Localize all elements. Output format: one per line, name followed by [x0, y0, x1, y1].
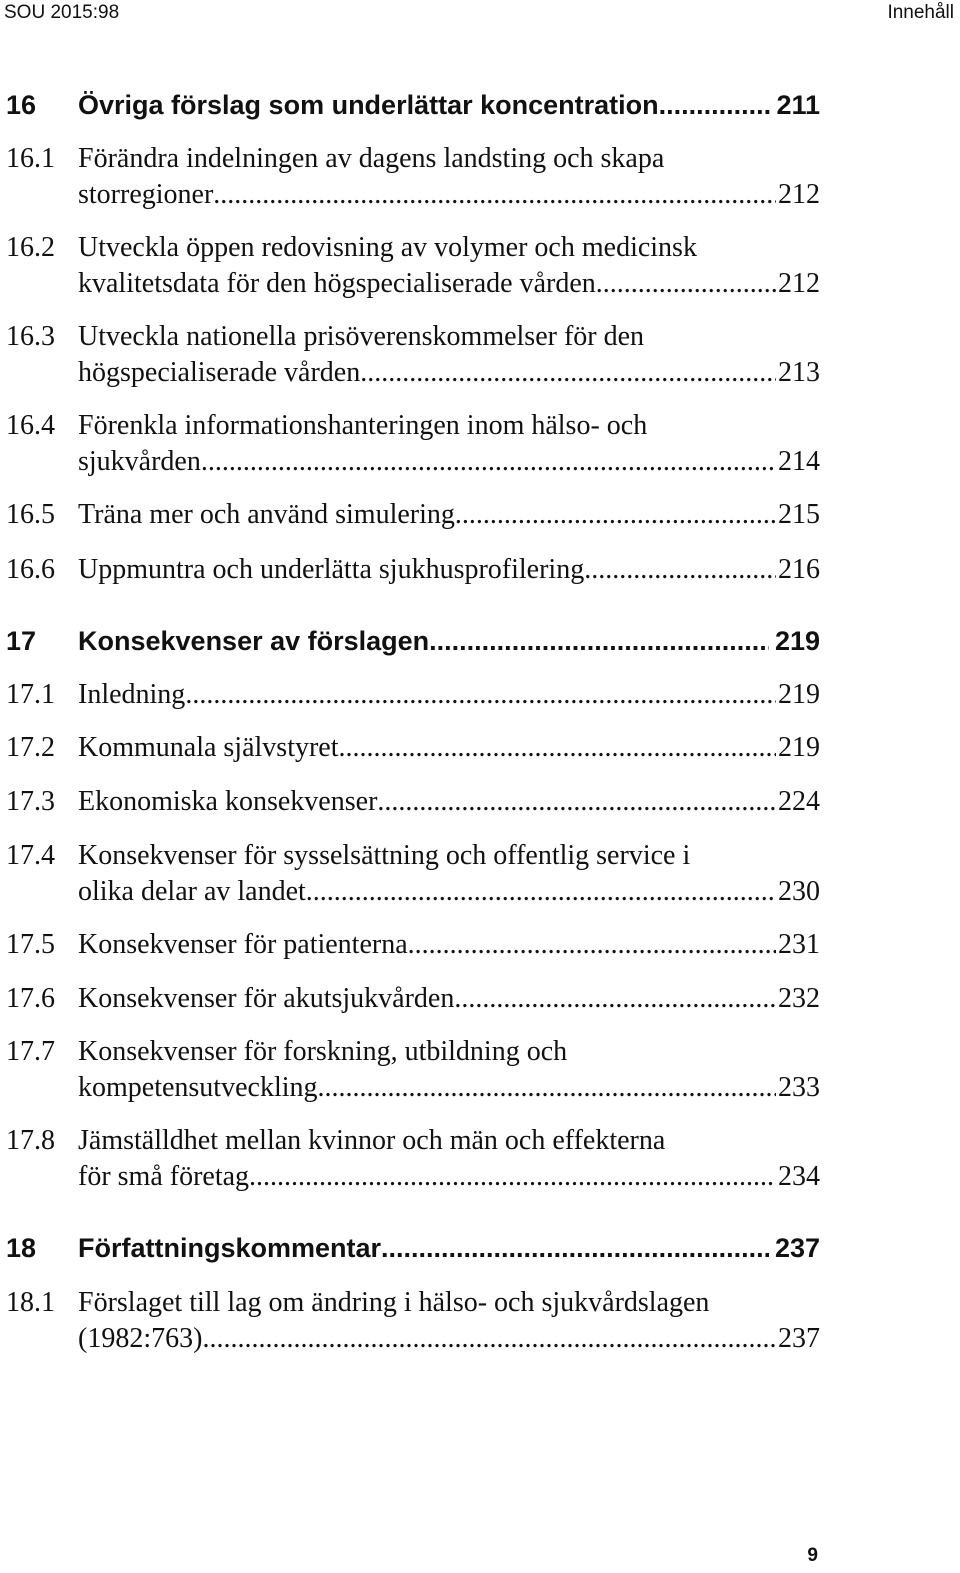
dot-leader [381, 1233, 769, 1264]
toc-entry-title-line: Jämställdhet mellan kvinnor och män och effekterna [78, 1125, 666, 1156]
toc-page-number: 212 [778, 179, 820, 210]
toc-entry-title-text: Författningskommentar [78, 1233, 382, 1263]
toc-entry-title-text: Träna mer och använd simulering [78, 499, 455, 530]
toc-entry-title [78, 1125, 820, 1193]
toc-entry-number: 17.4 [6, 840, 55, 871]
dot-leader [213, 179, 776, 211]
dot-leader [249, 1161, 776, 1193]
dot-leader [584, 554, 776, 586]
toc-entry-number: 16.1 [6, 143, 55, 174]
toc-entry-number: 17.5 [6, 929, 55, 960]
toc-entry-number: 17.3 [6, 786, 55, 817]
dot-leader [339, 732, 776, 764]
toc-entry-title-text: för små företag [78, 1161, 250, 1192]
toc-entry-title [78, 410, 820, 478]
toc-page-number: 230 [778, 876, 820, 907]
toc-entry-title-line: Förslaget till lag om ändring i hälso- och sjukvårdslagen [78, 1287, 710, 1318]
running-header [0, 0, 960, 30]
toc-entry-number: 17 [6, 626, 37, 656]
toc-entry-title [78, 786, 820, 818]
toc-entry-title-text: Konsekvenser för patienterna [78, 929, 408, 960]
toc-page-number: 214 [778, 446, 820, 477]
toc-entry-number: 18.1 [6, 1287, 55, 1318]
toc-page-number: 233 [778, 1072, 820, 1103]
toc-entry-title [78, 499, 820, 531]
toc-entry-number: 17.8 [6, 1125, 55, 1156]
toc-page-number: 212 [778, 268, 820, 299]
dot-leader [377, 786, 776, 818]
toc-page-number: 213 [778, 357, 820, 388]
toc-page-number: 232 [778, 983, 820, 1014]
toc-entry-title [78, 732, 820, 764]
toc-entry-title [78, 321, 820, 389]
dot-leader [318, 1072, 776, 1104]
dot-leader [659, 90, 771, 121]
dot-leader [202, 1323, 776, 1355]
page-number: 9 [807, 1545, 818, 1566]
dot-leader [408, 929, 776, 961]
toc-page-number: 216 [778, 554, 820, 585]
toc-entry-title-text: Inledning [78, 679, 186, 710]
toc-entry-number: 18 [6, 1233, 37, 1263]
toc-entry-title-text: högspecialiserade vården [78, 357, 361, 388]
dot-leader [306, 876, 776, 908]
toc-entry-title [78, 679, 820, 711]
toc-entry-number: 17.2 [6, 732, 55, 763]
toc-entry-title [78, 232, 820, 300]
toc-entry-title-text: Ekonomiska konsekvenser [78, 786, 378, 817]
toc-entry-number: 16 [6, 90, 37, 120]
toc-entry-title-line: Konsekvenser för sysselsättning och offentlig service i [78, 840, 691, 871]
toc-entry-title-text: Uppmuntra och underlätta sjukhusprofilering [78, 554, 585, 585]
toc-entry-title-text: kompetensutveckling [78, 1072, 318, 1103]
toc-page-number: 231 [778, 929, 820, 960]
toc-entry-title-line: Förenkla informationshanteringen inom hälso- och [78, 410, 648, 441]
section-title: Innehåll [887, 2, 954, 23]
toc-entry-title [78, 1287, 820, 1355]
toc-entry-title [78, 1036, 820, 1104]
toc-page-number: 234 [778, 1161, 820, 1192]
toc-entry-number: 17.1 [6, 679, 55, 710]
toc-entry-title-line: Utveckla öppen redovisning av volymer och medicinsk [78, 232, 697, 263]
toc-entry-title-text: Kommunala självstyret [78, 732, 339, 763]
toc-entry-number: 16.2 [6, 232, 55, 263]
toc-entry-number: 17.6 [6, 983, 55, 1014]
document-id: SOU 2015:98 [4, 2, 120, 23]
toc-entry-number: 16.4 [6, 410, 55, 441]
toc-page-number: 211 [776, 90, 820, 120]
toc-entry-number: 16.3 [6, 321, 55, 352]
toc-entry-number: 16.5 [6, 499, 55, 530]
toc-page-number: 219 [774, 626, 820, 656]
dot-leader [596, 268, 776, 300]
toc-page-number: 219 [778, 732, 820, 763]
toc-entry-title-line: Konsekvenser för forskning, utbildning och [78, 1036, 568, 1067]
dot-leader [429, 626, 769, 657]
toc-entry-title-text: Övriga förslag som underlättar koncentration [78, 90, 659, 120]
toc-entry-title-line: Utveckla nationella prisöverenskommelser för den [78, 321, 645, 352]
toc-entry-title [78, 1233, 820, 1264]
toc-entry-title-text: Konsekvenser av förslagen [78, 626, 430, 656]
toc-entry-title-text: storregioner [78, 179, 214, 210]
toc-entry-title [78, 626, 820, 657]
dot-leader [360, 357, 776, 389]
dot-leader [185, 679, 776, 711]
toc-entry-title [78, 929, 820, 961]
toc-entry-title-text: (1982:763) [78, 1323, 203, 1354]
toc-page-number: 215 [778, 499, 820, 530]
dot-leader [454, 983, 776, 1015]
toc-page-number: 237 [778, 1323, 820, 1354]
toc-page-number: 237 [774, 1233, 820, 1263]
toc-entry-title-text: kvalitetsdata för den högspecialiserade vården [78, 268, 596, 299]
toc-entry-title [78, 554, 820, 586]
toc-page-number: 224 [778, 786, 820, 817]
dot-leader [455, 499, 776, 531]
toc-entry-title [78, 90, 820, 121]
toc-entry-title [78, 143, 820, 211]
toc-entry-number: 17.7 [6, 1036, 55, 1067]
dot-leader [201, 446, 776, 478]
toc-page-number: 219 [778, 679, 820, 710]
toc-entry-title-text: sjukvården [78, 446, 201, 477]
toc-entry-title [78, 983, 820, 1015]
toc-entry-number: 16.6 [6, 554, 55, 585]
toc-entry-title-text: olika delar av landet [78, 876, 306, 907]
toc-entry-title-line: Förändra indelningen av dagens landsting och skapa [78, 143, 665, 174]
toc-entry-title-text: Konsekvenser för akutsjukvården [78, 983, 455, 1014]
toc-entry-title [78, 840, 820, 908]
